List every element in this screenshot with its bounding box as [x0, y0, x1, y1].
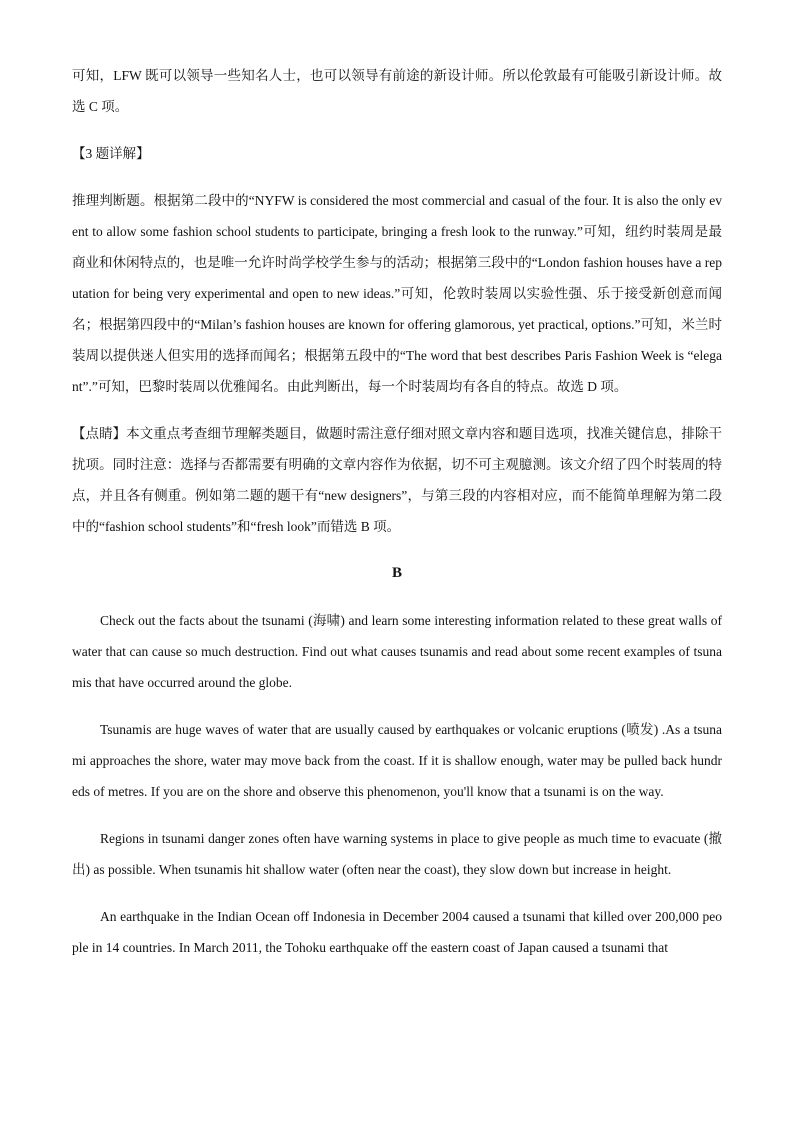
answer-paragraph-2: 推理判断题。根据第二段中的“NYFW is considered the most commercial and casual of the four. It is also the only event to allow some fashion school students to participate, bringing a fresh look to the runway.”可知，纽约时装周是最商业和休闲特点的，也是唯一允许时尚学校学生参与的活动；根据第三段中的“London fashion houses have a reputation for being very experimental and open to new ideas.”可知，伦敦时装周以实验性强、乐于接受新创意而闻名；根据第四段中的“Milan’s fashion houses are known for offering glamorous, yet practical, options.”可知，米兰时装周以提供迷人但实用的选择而闻名；根据第五段中的“The word that best describes Paris Fashion Week is “elegant”.”可知，巴黎时装周以优雅闻名。由此判断出，每一个时装周均有各自的特点。故选 D 项。 [72, 193, 722, 394]
answer-paragraph-1: 可知，LFW 既可以领导一些知名人士，也可以领导有前途的新设计师。所以伦敦最有可能吸引新设计师。故选 C 项。 [72, 68, 722, 114]
passage-paragraph-3: Regions in tsunami danger zones often have warning systems in place to give people as much time to evacuate (撤出) as possible. When tsunamis hit shallow water (often near the coast), they slow down but increase in height. [72, 831, 722, 877]
tip-paragraph: 【点睛】本文重点考查细节理解类题目，做题时需注意仔细对照文章内容和题目选项，找准关键信息，排除干扰项。同时注意：选择与否都需要有明确的文章内容作为依据，切不可主观臆测。该文介绍了四个时装周的特点，并且各有侧重。例如第二题的题干有“new designers”，与第三段的内容相对应，而不能简单理解为第二段中的“fashion school students”和“fresh look”而错选 B 项。 [72, 426, 722, 534]
passage-paragraph-1: Check out the facts about the tsunami (海啸) and learn some interesting information related to these great walls of water that can cause so much destruction. Find out what causes tsunamis and read about some recent examples of tsunamis that have occurred around the globe. [72, 613, 722, 690]
question-3-heading: 【3 题详解】 [72, 146, 150, 161]
document-page [72, 60, 722, 963]
passage-paragraph-2: Tsunamis are huge waves of water that are usually caused by earthquakes or volcanic eruptions (喷发) .As a tsunami approaches the shore, water may move back from the coast. If it is shallow enough, water may be pulled back hundreds of metres. If you are on the shore and observe this phenomenon, you'll know that a tsunami is on the way. [72, 722, 722, 799]
passage-paragraph-4: An earthquake in the Indian Ocean off Indonesia in December 2004 caused a tsunami that killed over 200,000 people in 14 countries. In March 2011, the Tohoku earthquake off the eastern coast of Japan caused a tsunami that [72, 909, 722, 955]
section-title: B [391, 565, 402, 581]
